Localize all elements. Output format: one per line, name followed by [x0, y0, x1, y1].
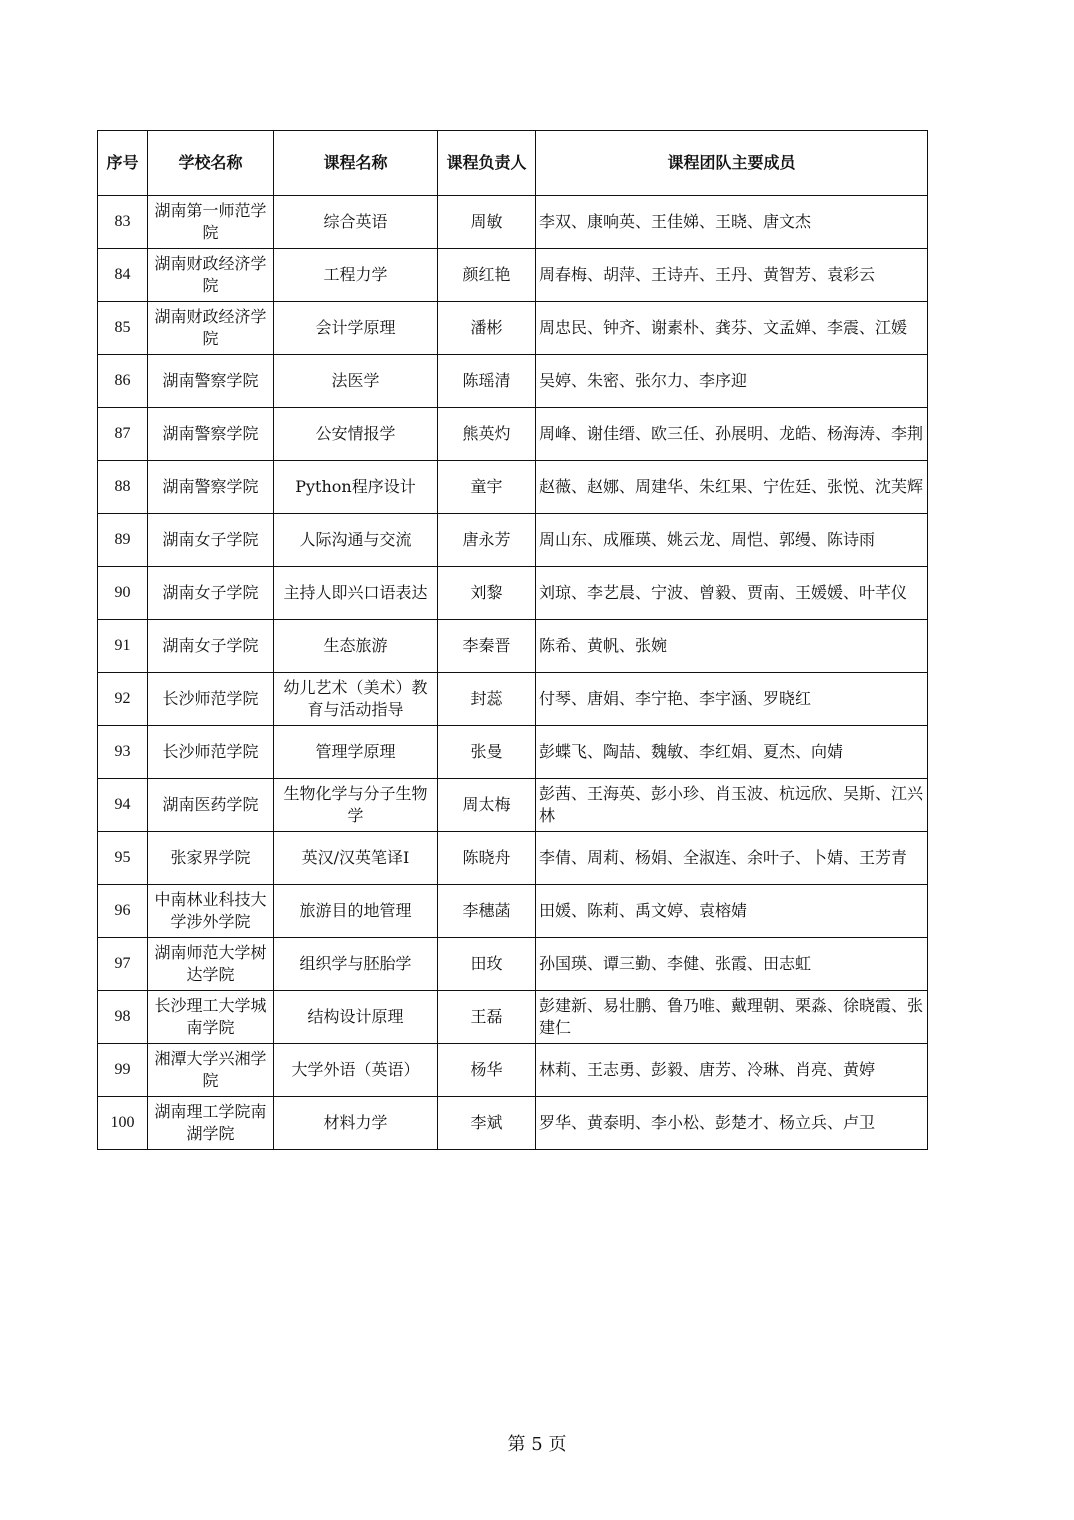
course-name: 生物化学与分子生物学 [274, 779, 438, 832]
course-lead: 周太梅 [438, 779, 536, 832]
school-name: 长沙师范学院 [148, 673, 274, 726]
course-name: 生态旅游 [274, 620, 438, 673]
course-lead: 唐永芳 [438, 514, 536, 567]
course-lead: 熊英灼 [438, 408, 536, 461]
school-name: 湘潭大学兴湘学院 [148, 1044, 274, 1097]
school-name: 湖南财政经济学院 [148, 302, 274, 355]
table-row [98, 408, 928, 461]
course-lead: 杨华 [438, 1044, 536, 1097]
course-lead: 颜红艳 [438, 249, 536, 302]
team-members: 彭蝶飞、陶喆、魏敏、李红娟、夏杰、向婧 [536, 726, 928, 779]
team-members: 刘琼、李艺晨、宁波、曾毅、贾南、王媛媛、叶芊仪 [536, 567, 928, 620]
team-members: 彭茜、王海英、彭小珍、肖玉波、杭远欣、吴斯、江兴林 [536, 779, 928, 832]
course-name: 法医学 [274, 355, 438, 408]
school-name: 中南林业科技大学涉外学院 [148, 885, 274, 938]
school-name: 湖南医药学院 [148, 779, 274, 832]
team-members: 陈希、黄帆、张婉 [536, 620, 928, 673]
team-members: 田媛、陈莉、禹文婷、袁榕婧 [536, 885, 928, 938]
course-lead: 潘彬 [438, 302, 536, 355]
table-row [98, 196, 928, 249]
table-row [98, 620, 928, 673]
team-members: 周山东、成雁瑛、姚云龙、周恺、郭缦、陈诗雨 [536, 514, 928, 567]
header-lead: 课程负责人 [438, 131, 536, 196]
row-number: 83 [98, 196, 148, 249]
team-members: 周春梅、胡萍、王诗卉、王丹、黄智芳、袁彩云 [536, 249, 928, 302]
course-lead: 李斌 [438, 1097, 536, 1150]
school-name: 湖南警察学院 [148, 408, 274, 461]
course-lead: 刘黎 [438, 567, 536, 620]
course-name: 管理学原理 [274, 726, 438, 779]
school-name: 湖南警察学院 [148, 355, 274, 408]
course-name: Python程序设计 [274, 461, 438, 514]
course-lead: 李穗菡 [438, 885, 536, 938]
team-members: 李双、康响英、王佳娣、王晓、唐文杰 [536, 196, 928, 249]
table-row [98, 514, 928, 567]
course-lead: 童宇 [438, 461, 536, 514]
team-members: 彭建新、易壮鹏、鲁乃唯、戴理朝、栗淼、徐晓霞、张建仁 [536, 991, 928, 1044]
course-lead: 陈瑶清 [438, 355, 536, 408]
row-number: 97 [98, 938, 148, 991]
school-name: 湖南第一师范学院 [148, 196, 274, 249]
row-number: 87 [98, 408, 148, 461]
course-name: 幼儿艺术（美术）教育与活动指导 [274, 673, 438, 726]
table-row [98, 355, 928, 408]
table-row [98, 302, 928, 355]
table-row [98, 779, 928, 832]
table-row [98, 673, 928, 726]
course-name: 综合英语 [274, 196, 438, 249]
row-number: 99 [98, 1044, 148, 1097]
course-name: 工程力学 [274, 249, 438, 302]
school-name: 湖南警察学院 [148, 461, 274, 514]
school-name: 张家界学院 [148, 832, 274, 885]
course-lead: 周敏 [438, 196, 536, 249]
page-number: 第 5 页 [507, 1434, 567, 1455]
course-team-table [97, 130, 928, 1150]
table-row [98, 461, 928, 514]
course-lead: 封蕊 [438, 673, 536, 726]
team-members: 周峰、谢佳缙、欧三任、孙展明、龙皓、杨海涛、李荆 [536, 408, 928, 461]
header-school: 学校名称 [148, 131, 274, 196]
team-members: 周忠民、钟齐、谢素朴、龚芬、文孟婵、李震、江媛 [536, 302, 928, 355]
school-name: 湖南女子学院 [148, 620, 274, 673]
table-row [98, 1044, 928, 1097]
row-number: 100 [98, 1097, 148, 1150]
row-number: 89 [98, 514, 148, 567]
course-name: 旅游目的地管理 [274, 885, 438, 938]
row-number: 88 [98, 461, 148, 514]
school-name: 湖南师范大学树达学院 [148, 938, 274, 991]
course-name: 英汉/汉英笔译I [274, 832, 438, 885]
header-members: 课程团队主要成员 [536, 131, 928, 196]
course-name: 结构设计原理 [274, 991, 438, 1044]
course-name: 公安情报学 [274, 408, 438, 461]
school-name: 湖南女子学院 [148, 567, 274, 620]
course-name: 组织学与胚胎学 [274, 938, 438, 991]
table-row [98, 726, 928, 779]
row-number: 94 [98, 779, 148, 832]
header-course: 课程名称 [274, 131, 438, 196]
team-members: 孙国瑛、谭三勤、李健、张霞、田志虹 [536, 938, 928, 991]
row-number: 93 [98, 726, 148, 779]
team-members: 林莉、王志勇、彭毅、唐芳、冷琳、肖亮、黄婷 [536, 1044, 928, 1097]
team-members: 付琴、唐娟、李宁艳、李宇涵、罗晓红 [536, 673, 928, 726]
course-name: 会计学原理 [274, 302, 438, 355]
team-members: 李倩、周莉、杨娟、全淑连、余叶子、卜婧、王芳青 [536, 832, 928, 885]
course-name: 大学外语（英语） [274, 1044, 438, 1097]
course-name: 人际沟通与交流 [274, 514, 438, 567]
course-lead: 李秦晋 [438, 620, 536, 673]
course-lead: 陈晓舟 [438, 832, 536, 885]
course-lead: 王磊 [438, 991, 536, 1044]
table-row [98, 249, 928, 302]
table-row [98, 567, 928, 620]
team-members: 吴婷、朱密、张尔力、李序迎 [536, 355, 928, 408]
row-number: 91 [98, 620, 148, 673]
course-name: 材料力学 [274, 1097, 438, 1150]
row-number: 92 [98, 673, 148, 726]
team-members: 罗华、黄泰明、李小松、彭楚才、杨立兵、卢卫 [536, 1097, 928, 1150]
header-number: 序号 [98, 131, 148, 196]
school-name: 长沙师范学院 [148, 726, 274, 779]
table-row [98, 938, 928, 991]
row-number: 96 [98, 885, 148, 938]
team-members: 赵薇、赵娜、周建华、朱红果、宁佐廷、张悦、沈芙辉 [536, 461, 928, 514]
row-number: 95 [98, 832, 148, 885]
school-name: 湖南理工学院南湖学院 [148, 1097, 274, 1150]
table-row [98, 1097, 928, 1150]
row-number: 85 [98, 302, 148, 355]
table-row [98, 832, 928, 885]
table-row [98, 991, 928, 1044]
row-number: 98 [98, 991, 148, 1044]
course-name: 主持人即兴口语表达 [274, 567, 438, 620]
school-name: 湖南财政经济学院 [148, 249, 274, 302]
school-name: 湖南女子学院 [148, 514, 274, 567]
row-number: 90 [98, 567, 148, 620]
school-name: 长沙理工大学城南学院 [148, 991, 274, 1044]
course-lead: 田玫 [438, 938, 536, 991]
course-lead: 张曼 [438, 726, 536, 779]
row-number: 84 [98, 249, 148, 302]
row-number: 86 [98, 355, 148, 408]
table-header-row [98, 131, 928, 196]
table-row [98, 885, 928, 938]
